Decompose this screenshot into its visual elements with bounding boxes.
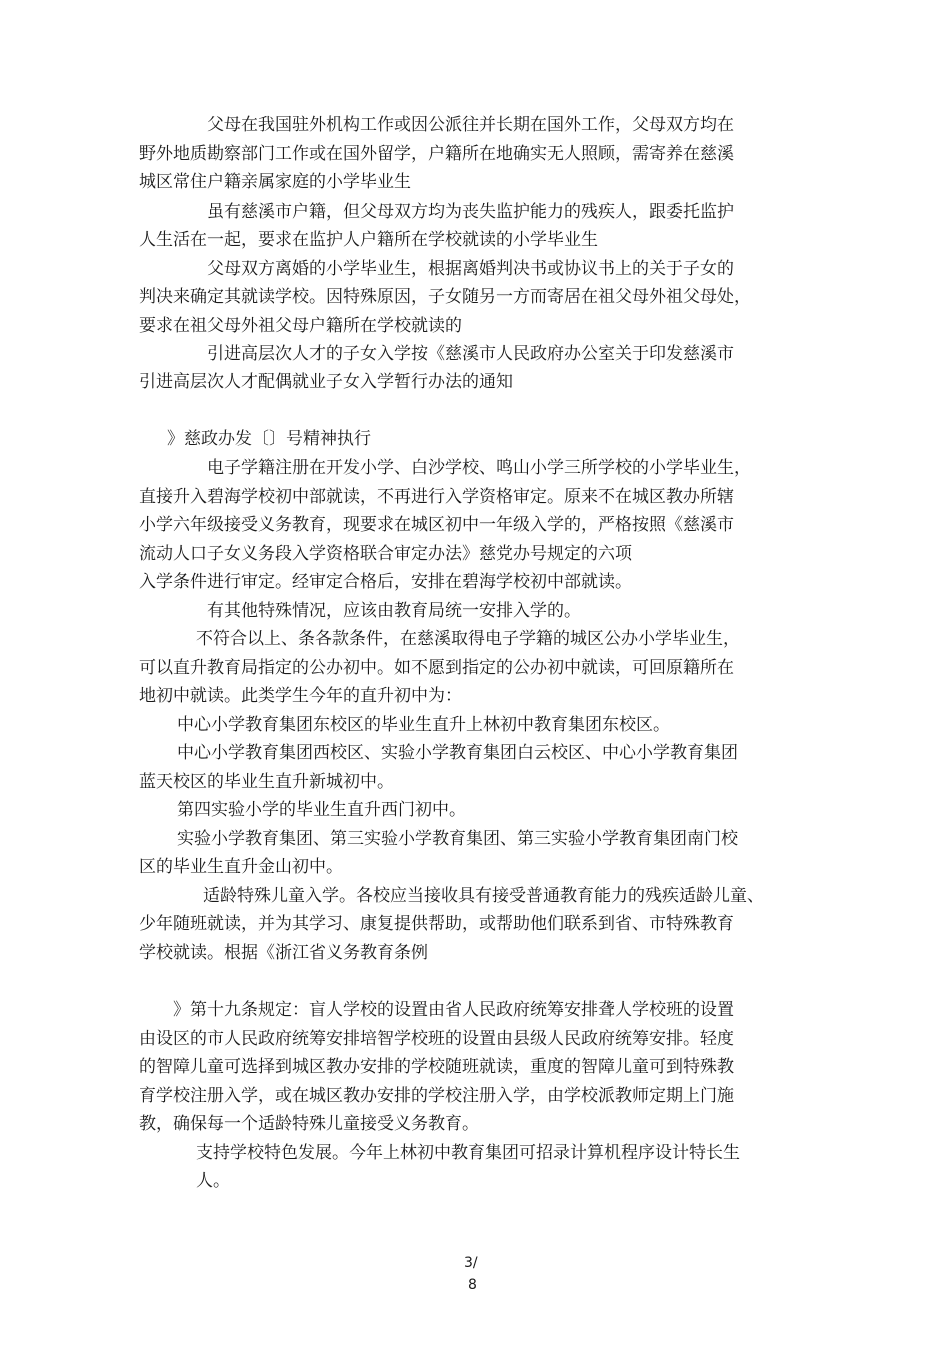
text-line: 地初中就读。此类学生今年的直升初中为： bbox=[139, 686, 462, 706]
text-line: 》第十九条规定：盲人学校的设置由省人民政府统筹安排聋人学校班的设置 bbox=[173, 1000, 734, 1020]
text-line: 可以直升教育局指定的公办初中。如不愿到指定的公办初中就读，可回原籍所在 bbox=[139, 658, 734, 678]
text-line: 父母双方离婚的小学毕业生，根据离婚判决书或协议书上的关于子女的 bbox=[207, 259, 734, 279]
page-number-total: 8 bbox=[468, 1277, 477, 1293]
text-line: 要求在祖父母外祖父母户籍所在学校就读的 bbox=[139, 316, 462, 336]
text-line: 育学校注册入学，或在城区教办安排的学校注册入学，由学校派教师定期上门施 bbox=[139, 1086, 734, 1106]
text-line: 》慈政办发〔〕号精神执行 bbox=[167, 429, 371, 449]
text-line: 引进高层次人才配偶就业子女入学暂行办法的通知 bbox=[139, 372, 513, 392]
text-line: 蓝天校区的毕业生直升新城初中。 bbox=[139, 772, 394, 792]
text-line: 区的毕业生直升金山初中。 bbox=[139, 857, 343, 877]
text-line: 城区常住户籍亲属家庭的小学毕业生 bbox=[139, 172, 411, 192]
text-line: 虽有慈溪市户籍，但父母双方均为丧失监护能力的残疾人，跟委托监护 bbox=[207, 202, 734, 222]
text-line: 电子学籍注册在开发小学、白沙学校、鸣山小学三所学校的小学毕业生， bbox=[207, 458, 751, 478]
text-line: 中心小学教育集团东校区的毕业生直升上林初中教育集团东校区。 bbox=[177, 715, 670, 735]
text-line: 不符合以上、条各款条件，在慈溪取得电子学籍的城区公办小学毕业生， bbox=[196, 629, 740, 649]
page-number-current: 3/ bbox=[464, 1255, 478, 1271]
text-line: 少年随班就读，并为其学习、康复提供帮助，或帮助他们联系到省、市特殊教育 bbox=[139, 914, 734, 934]
text-line: 支持学校特色发展。今年上林初中教育集团可招录计算机程序设计特长生 bbox=[196, 1143, 740, 1163]
text-line: 第四实验小学的毕业生直升西门初中。 bbox=[177, 800, 466, 820]
text-line: 学校就读。根据《浙江省义务教育条例 bbox=[139, 943, 428, 963]
text-line: 父母在我国驻外机构工作或因公派往并长期在国外工作，父母双方均在 bbox=[207, 115, 734, 135]
text-line: 中心小学教育集团西校区、实验小学教育集团白云校区、中心小学教育集团 bbox=[177, 743, 738, 763]
text-line: 引进高层次人才的子女入学按《慈溪市人民政府办公室关于印发慈溪市 bbox=[207, 344, 734, 364]
text-line: 实验小学教育集团、第三实验小学教育集团、第三实验小学教育集团南门校 bbox=[177, 829, 738, 849]
text-line: 小学六年级接受义务教育，现要求在城区初中一年级入学的，严格按照《慈溪市 bbox=[139, 515, 734, 535]
text-line: 人生活在一起，要求在监护人户籍所在学校就读的小学毕业生 bbox=[139, 230, 598, 250]
text-line: 直接升入碧海学校初中部就读，不再进行入学资格审定。原来不在城区教办所辖 bbox=[139, 487, 734, 507]
text-line: 由设区的市人民政府统筹安排培智学校班的设置由县级人民政府统筹安排。轻度 bbox=[139, 1029, 734, 1049]
text-line: 有其他特殊情况，应该由教育局统一安排入学的。 bbox=[207, 601, 581, 621]
text-line: 的智障儿童可选择到城区教办安排的学校随班就读，重度的智障儿童可到特殊教 bbox=[139, 1057, 734, 1077]
text-line: 教，确保每一个适龄特殊儿童接受义务教育。 bbox=[139, 1114, 479, 1134]
text-line: 判决来确定其就读学校。因特殊原因，子女随另一方而寄居在祖父母外祖父母处， bbox=[139, 287, 751, 307]
text-line: 入学条件进行审定。经审定合格后，安排在碧海学校初中部就读。 bbox=[139, 572, 632, 592]
text-line: 野外地质勘察部门工作或在国外留学，户籍所在地确实无人照顾，需寄养在慈溪 bbox=[139, 144, 734, 164]
text-line: 适龄特殊儿童入学。各校应当接收具有接受普通教育能力的残疾适龄儿童、 bbox=[203, 886, 764, 906]
text-line: 流动人口子女义务段入学资格联合审定办法》慈党办号规定的六项 bbox=[139, 544, 632, 564]
text-line: 人。 bbox=[196, 1171, 230, 1191]
